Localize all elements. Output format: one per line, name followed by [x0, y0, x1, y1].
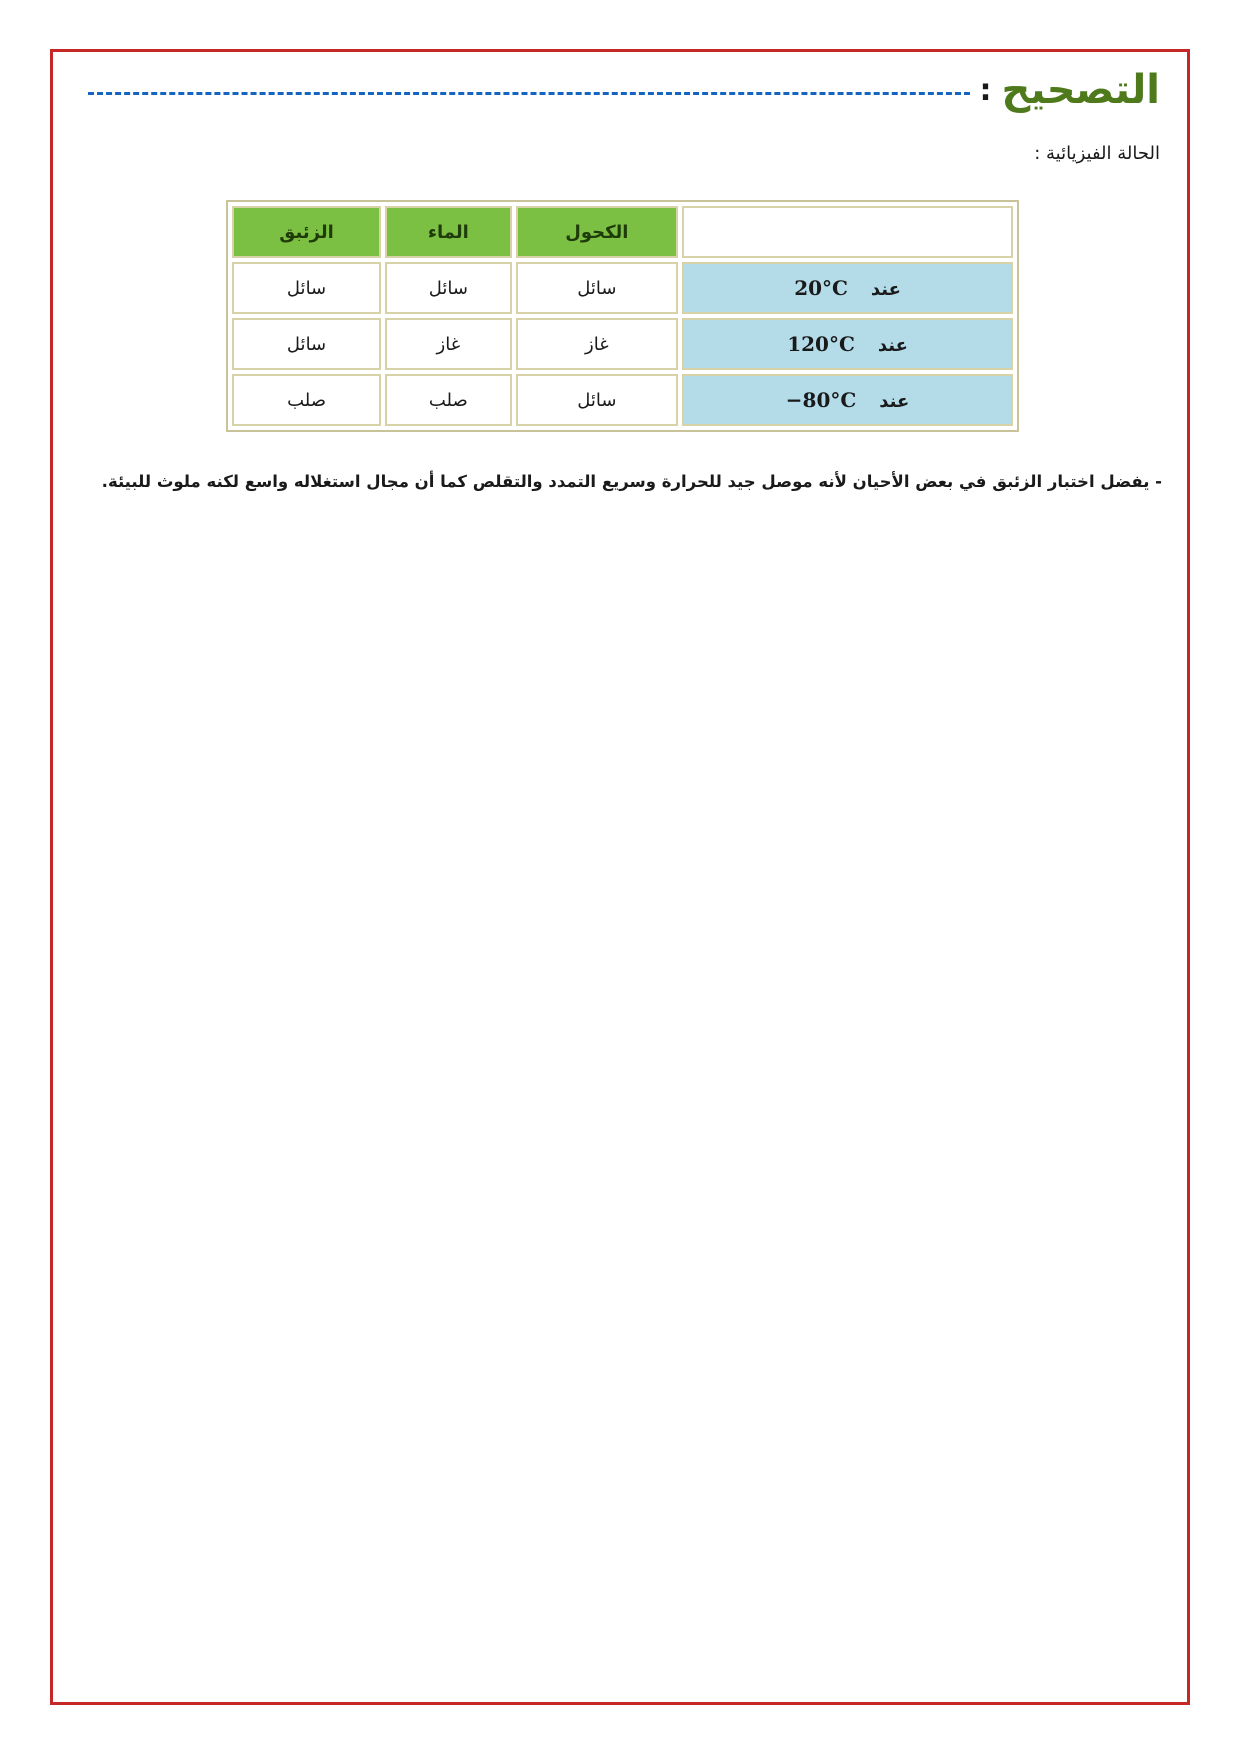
table-row [232, 262, 1013, 314]
row-header-20c [682, 262, 1013, 314]
table-header-row [232, 206, 1013, 258]
row-prefix: عند [870, 279, 901, 300]
row-prefix: عند [879, 391, 910, 412]
section-label: الحالة الفيزيائية : [1034, 143, 1160, 164]
row-temperature: −80°C [785, 388, 857, 412]
table-cell: سائل [516, 262, 679, 314]
row-prefix: عند [877, 335, 908, 356]
column-header-mercury: الزئبق [232, 206, 381, 258]
row-temperature: 20°C [794, 276, 848, 300]
page-title: التصحيح [1001, 67, 1160, 113]
table-cell: صلب [232, 374, 381, 426]
table-cell: سائل [232, 318, 381, 370]
table-cell: غاز [516, 318, 679, 370]
table-corner-cell [682, 206, 1013, 258]
title-colon: : [979, 72, 992, 108]
row-temperature: 120°C [787, 332, 855, 356]
title-row [88, 60, 1160, 120]
table-cell: سائل [385, 262, 511, 314]
table-cell: سائل [516, 374, 679, 426]
table-cell: صلب [385, 374, 511, 426]
explanation-note: - يفضل اختبار الزئبق في بعض الأحيان لأنه موصل جيد للحرارة وسريع التمدد والتقلص كما أن مجال استغلاله واسع لكنه ملوث للبيئة. [101, 472, 1162, 491]
table-cell: غاز [385, 318, 511, 370]
row-header-minus80c [682, 374, 1013, 426]
table-row [232, 374, 1013, 426]
table-cell: سائل [232, 262, 381, 314]
physical-states-table [226, 200, 1019, 432]
column-header-water: الماء [385, 206, 511, 258]
table-row [232, 318, 1013, 370]
column-header-alcohol: الكحول [516, 206, 679, 258]
title-dashed-rule [88, 92, 970, 95]
row-header-120c [682, 318, 1013, 370]
